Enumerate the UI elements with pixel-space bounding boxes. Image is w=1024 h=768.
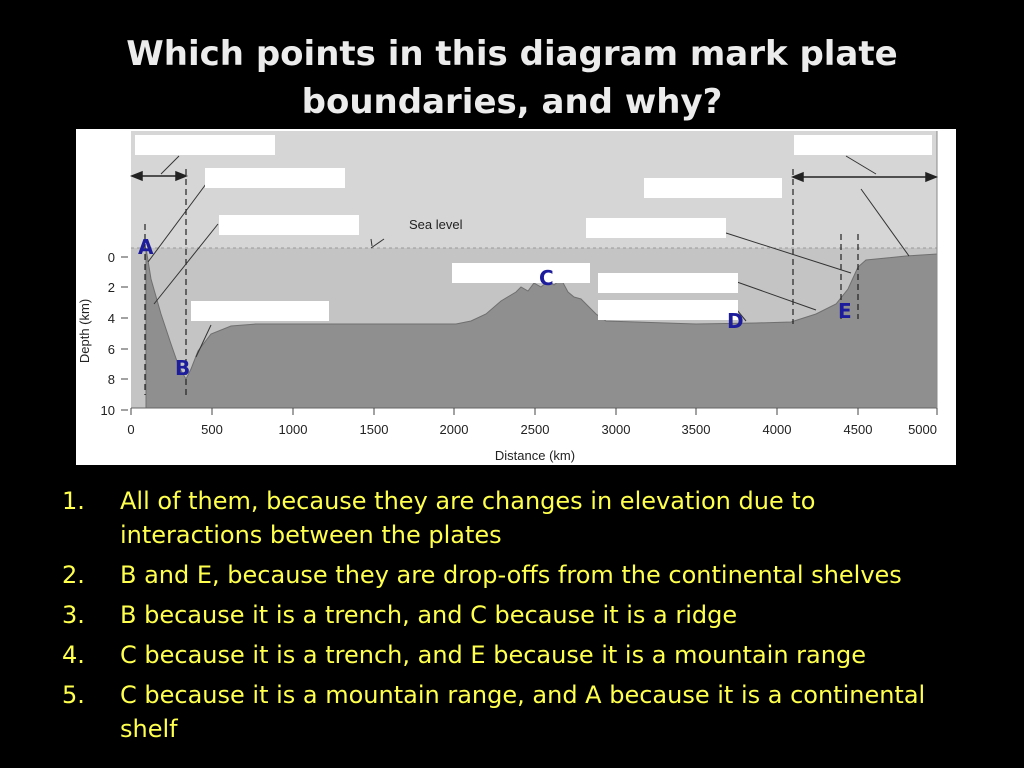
x-tick-label: 3500	[681, 422, 711, 437]
label-box-6	[586, 218, 726, 238]
answer-text: B because it is a trench, and C because it is a ridge	[120, 601, 738, 629]
label-box-4	[191, 301, 329, 321]
answer-choice-1[interactable]	[62, 484, 962, 552]
y-tick-label: 0	[107, 250, 115, 265]
label-box-7	[598, 273, 738, 293]
y-tick-labels	[101, 250, 115, 418]
label-box-8	[598, 300, 738, 320]
label-box-9	[644, 178, 782, 198]
x-tick-label: 5000	[908, 422, 937, 437]
answer-number: 2.	[62, 561, 85, 589]
x-tick-label: 1500	[359, 422, 389, 437]
x-tick-label: 2000	[439, 422, 469, 437]
point-label-d: D	[727, 309, 744, 333]
answer-number: 3.	[62, 601, 85, 629]
sea-level-label: Sea level	[409, 217, 463, 232]
point-label-c: C	[539, 266, 554, 290]
answer-choice-5[interactable]	[62, 678, 962, 746]
answer-choice-2[interactable]	[62, 558, 962, 592]
answer-number: 4.	[62, 641, 85, 669]
y-axis-ticks	[121, 257, 128, 410]
x-axis-label: Distance (km)	[494, 448, 576, 463]
x-tick-labels	[127, 422, 937, 437]
x-tick-label: 4500	[843, 422, 873, 437]
label-box-10	[794, 135, 932, 155]
y-tick-label: 4	[107, 311, 115, 326]
label-box-1	[135, 135, 275, 155]
label-box-2	[205, 168, 345, 188]
title-line-2: boundaries, and why?	[301, 82, 723, 122]
slide-title	[60, 30, 964, 126]
label-box-3	[219, 215, 359, 235]
answer-text: All of them, because they are changes in elevation due to interactions between the plates	[120, 487, 816, 549]
answer-number: 5.	[62, 681, 85, 709]
x-tick-label: 0	[127, 422, 135, 437]
y-tick-label: 8	[107, 372, 115, 387]
answer-text: C because it is a mountain range, and A because it is a continental shelf	[120, 681, 926, 743]
x-tick-label: 500	[201, 422, 223, 437]
x-tick-label: 2500	[520, 422, 550, 437]
x-tick-label: 3000	[601, 422, 631, 437]
answer-text: B and E, because they are drop-offs from the continental shelves	[120, 561, 902, 589]
title-line-1: Which points in this diagram mark plate	[126, 34, 898, 74]
label-box-5	[452, 263, 590, 283]
answer-choice-3[interactable]	[62, 598, 962, 632]
y-tick-label: 10	[100, 403, 115, 418]
answer-choice-4[interactable]	[62, 638, 962, 672]
ocean-profile-diagram	[76, 129, 956, 465]
x-tick-label: 4000	[762, 422, 792, 437]
x-axis-ticks	[131, 408, 937, 415]
x-tick-label: 1000	[278, 422, 308, 437]
y-tick-label: 6	[107, 342, 115, 357]
y-tick-label: 2	[107, 280, 115, 295]
answer-text: C because it is a trench, and E because it is a mountain range	[120, 641, 866, 669]
answer-number: 1.	[62, 487, 85, 515]
answer-choices	[62, 484, 962, 752]
point-label-e: E	[838, 299, 852, 323]
diagram-svg	[76, 129, 956, 465]
y-axis-label: Depth (km)	[77, 298, 92, 364]
point-label-b: B	[175, 356, 191, 380]
point-label-a: A	[138, 235, 154, 259]
